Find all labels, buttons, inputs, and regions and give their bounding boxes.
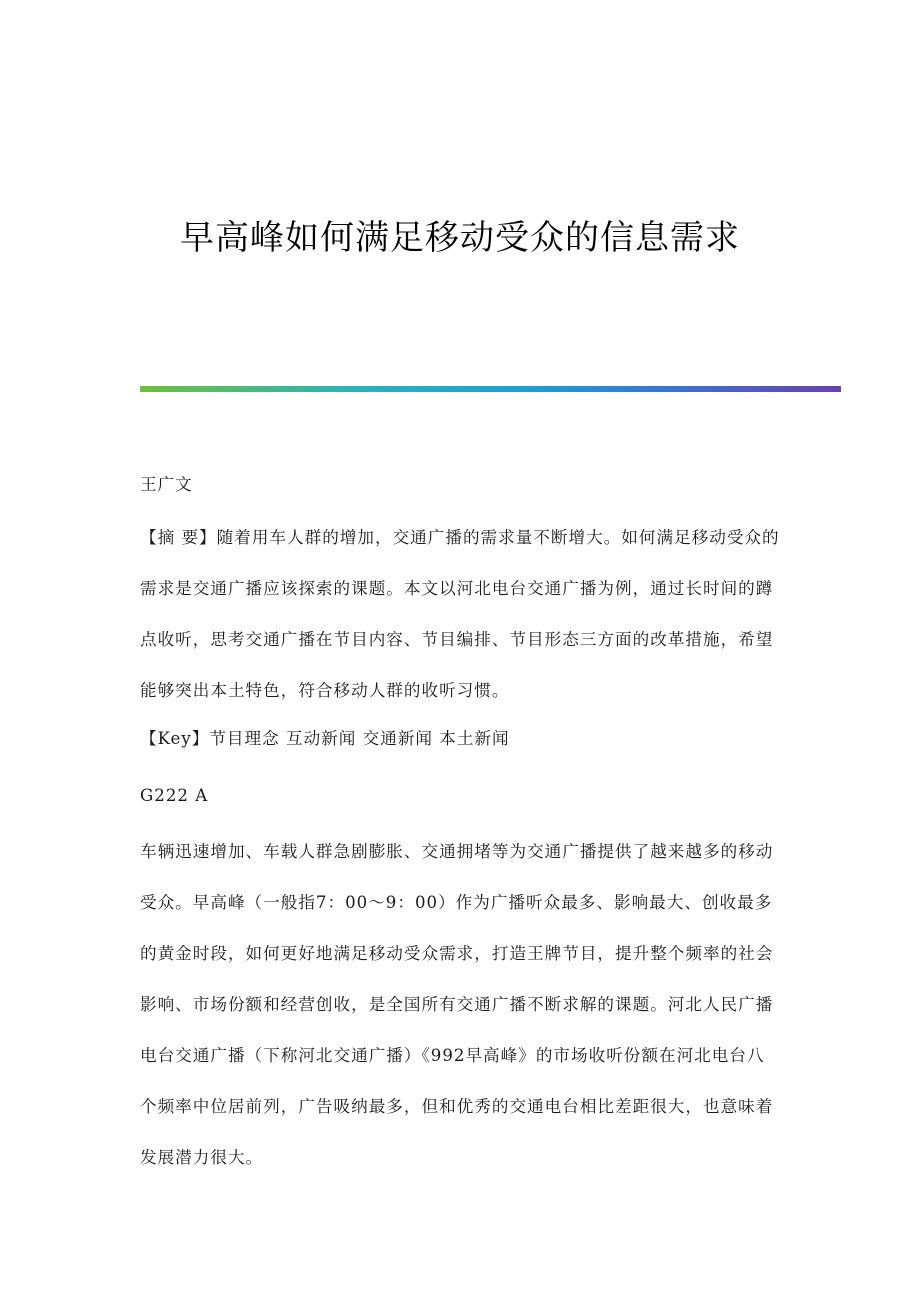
abstract-paragraph: 【摘 要】随着用车人群的增加，交通广播的需求量不断增大。如何满足移动受众的需求是交通广播应该探索的课题。本文以河北电台交通广播为例，通过长时间的蹲点收听，思考交通广播在节目内容、节目编排、节目形态三方面的改革措施，希望能够突出本土特色，符合移动人群的收听习惯。 xyxy=(140,528,780,700)
author-name: 王广文 xyxy=(140,475,193,494)
page-title: 早高峰如何满足移动受众的信息需求 xyxy=(180,218,740,258)
keywords-line: 【Key】节目理念 互动新闻 交通新闻 本土新闻 xyxy=(140,729,510,748)
body-paragraph: 车辆迅速增加、车载人群急剧膨胀、交通拥堵等为交通广播提供了越来越多的移动受众。早高峰（一般指7：00～9：00）作为广播听众最多、影响最大、创收最多的黄金时段，如何更好地满足移动受众需求，打造王牌节目，提升整个频率的社会影响、市场份额和经营创收，是全国所有交通广播不断求解的课题。河北人民广播电台交通广播（下称河北交通广播）《992早高峰》的市场收听份额在河北电台八个频率中位居前列，广告吸纳最多，但和优秀的交通电台相比差距很大，也意味着发展潜力很大。 xyxy=(140,842,774,1167)
classification-code: G222 A xyxy=(140,786,209,805)
title-divider xyxy=(140,386,841,392)
